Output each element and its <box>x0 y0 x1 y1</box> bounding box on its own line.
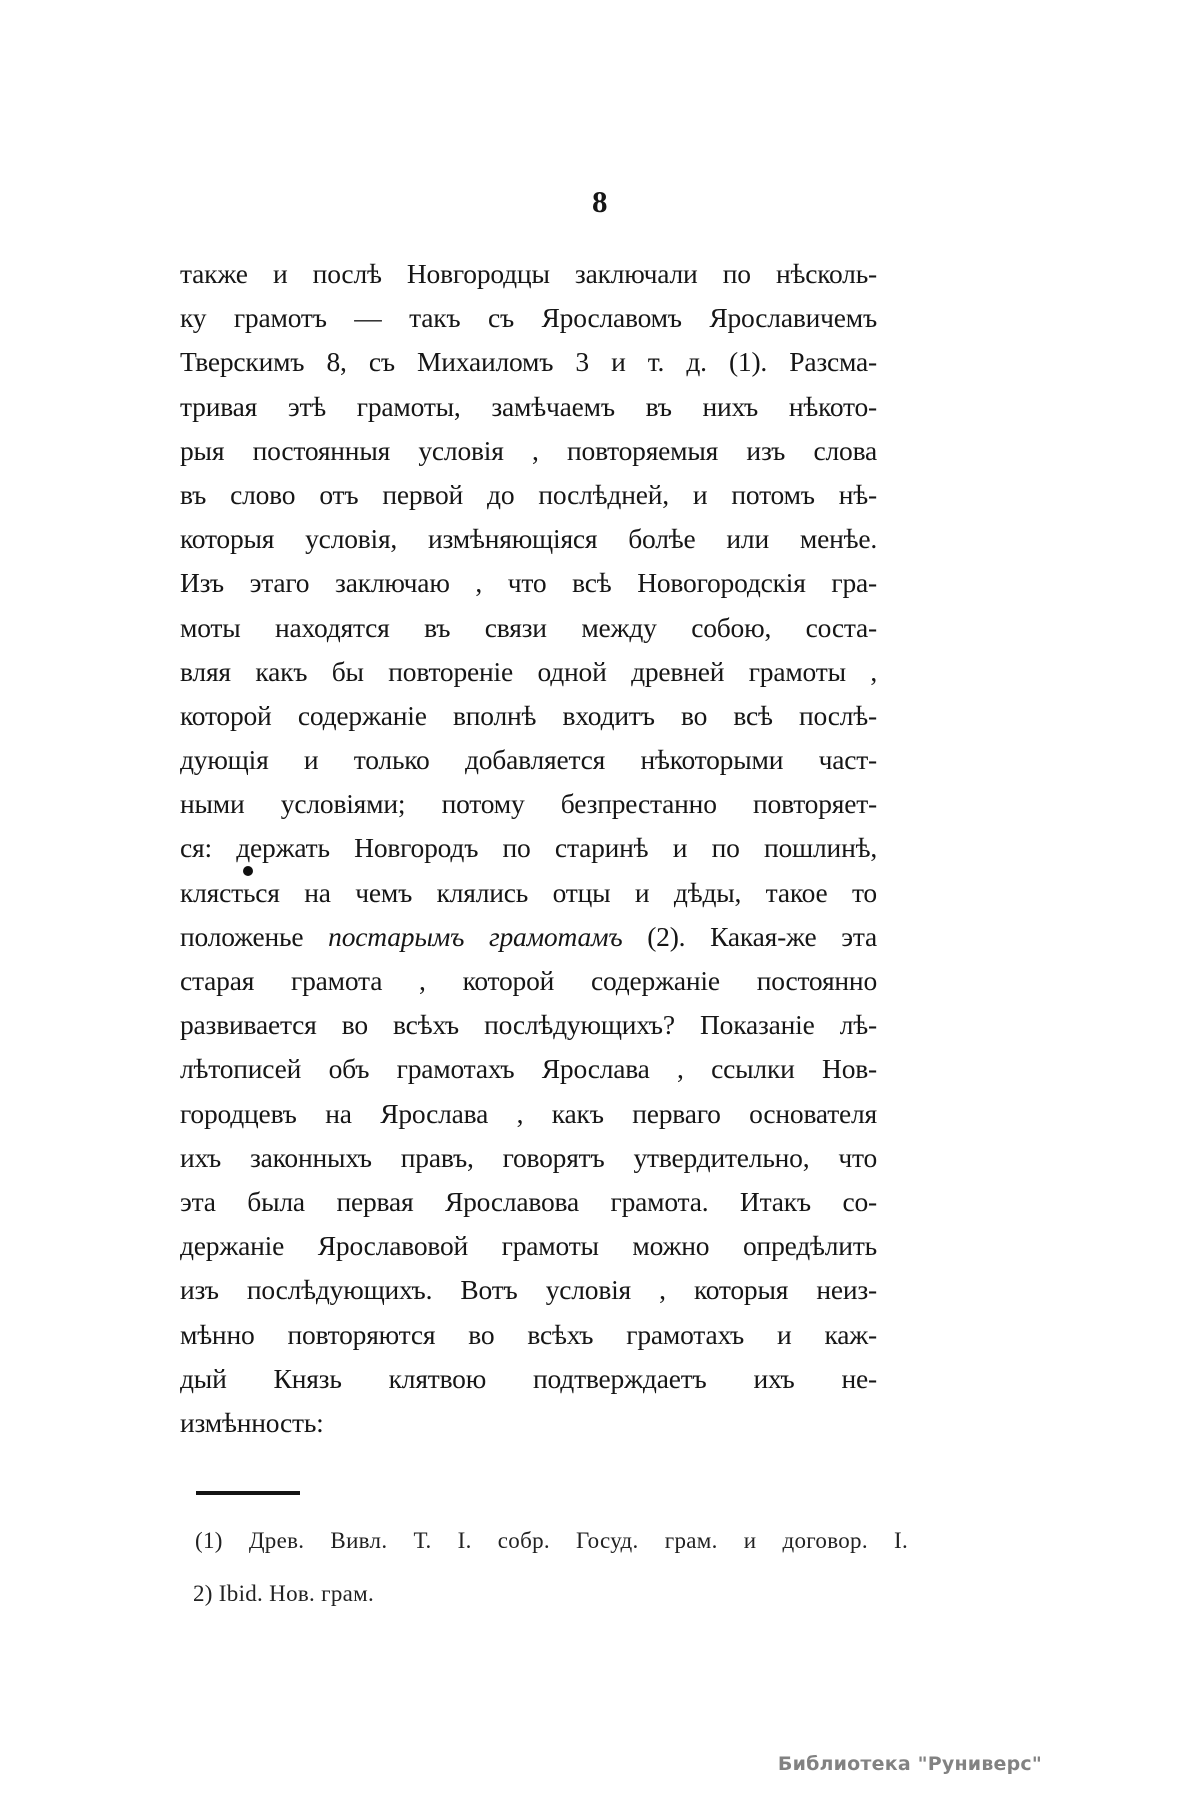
text-line: также и послѣ Новгородцы заключали по нѣсколь- <box>180 258 877 289</box>
text-segment: положенье <box>180 920 329 952</box>
text-line: тривая этѣ грамоты, замѣчаемъ въ нихъ нѣкото- <box>180 390 877 422</box>
text-line: городцевъ на Ярослава , какъ перваго основателя <box>180 1097 877 1129</box>
text-line: дый Князь клятвою подтверждаетъ ихъ не- <box>180 1362 877 1394</box>
footnote-1: (1) Древ. Вивл. Т. I. собр. Госуд. грам. и договор. I. <box>195 1528 908 1553</box>
text-line: лѣтописей объ грамотахъ Ярослава , ссылки Нов- <box>180 1053 877 1085</box>
text-line: измѣнность: <box>180 1406 324 1438</box>
text-line: въ слово отъ первой до послѣдней, и потомъ нѣ- <box>180 478 877 510</box>
text-segment: (2). Какая-же эта <box>622 920 877 952</box>
text-line: развивается во всѣхъ послѣдующихъ? Показаніе лѣ- <box>180 1009 877 1041</box>
ink-blot <box>243 866 253 876</box>
text-line: моты находятся въ связи между собою, соста- <box>180 611 877 643</box>
text-line: ихъ законныхъ правъ, говорятъ утвердительно, что <box>180 1141 877 1173</box>
text-line: которой содержаніе вполнѣ входитъ во всѣ послѣ- <box>180 699 877 731</box>
text-line: эта была первая Ярославова грамота. Итакъ со- <box>180 1185 877 1217</box>
text-line: старая грамота , которой содержаніе постоянно <box>180 965 877 996</box>
footnote-2: 2) Ibid. Нов. грам. <box>193 1581 375 1606</box>
text-line: мѣнно повторяются во всѣхъ грамотахъ и каж- <box>180 1318 877 1350</box>
text-line: ся: держать Новгородъ по старинѣ и по пошлинѣ, <box>180 832 877 864</box>
library-watermark: Библиотека "Руниверс" <box>777 1753 1042 1775</box>
text-line <box>180 915 877 959</box>
text-line: ными условіями; потому безпрестанно повторяет- <box>180 788 877 820</box>
text-line: Изъ этаго заключаю , что всѣ Новогородскія гра- <box>180 567 877 599</box>
italic-phrase: постарымъ грамотамъ <box>328 920 623 952</box>
text-line: которыя условія, измѣняющіяся болѣе или менѣе. <box>180 523 877 555</box>
text-line: держаніе Ярославовой грамоты можно опредѣлить <box>180 1230 877 1262</box>
text-line: изъ послѣдующихъ. Вотъ условія , которыя неиз- <box>180 1274 877 1306</box>
text-line: дующія и только добавляется нѣкоторыми част- <box>180 744 877 776</box>
text-line: рыя постоянныя условія , повторяемыя изъ слова <box>180 434 877 466</box>
text-line: клясться на чемъ клялись отцы и дѣды, такое то <box>180 876 877 908</box>
main-text <box>180 252 877 1445</box>
text-line: Тверскимъ 8, съ Михаиломъ 3 и т. д. (1). Разсма- <box>180 346 877 378</box>
footnote-separator <box>196 1491 300 1495</box>
text-line: вляя какъ бы повтореніе одной древней грамоты , <box>180 655 877 687</box>
page-number: 8 <box>592 184 608 219</box>
text-line: ку грамотъ — такъ съ Ярославомъ Ярославичемъ <box>180 302 877 334</box>
